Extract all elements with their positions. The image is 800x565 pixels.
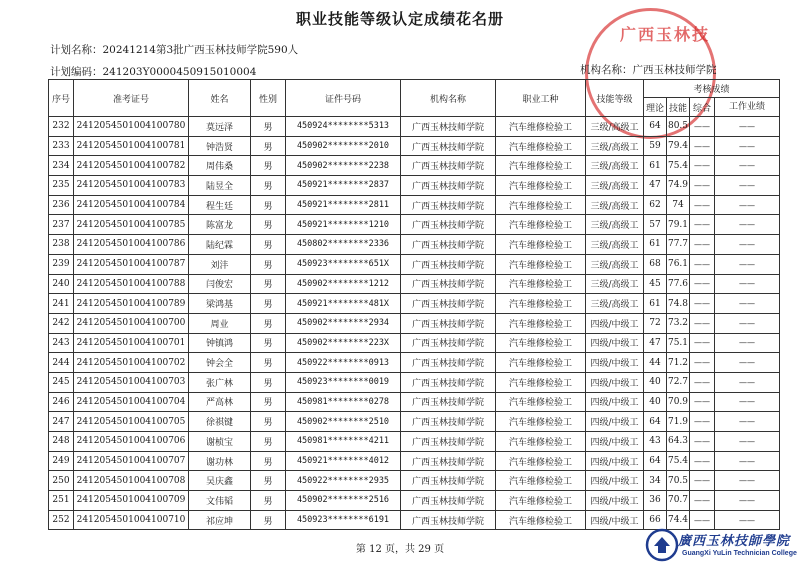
- cell-composite: ——: [690, 451, 715, 471]
- cell-skill: 74.9: [667, 176, 690, 196]
- cell-level: 四级/中级工: [586, 510, 644, 530]
- cell-exam-no: 2412054501004100709: [74, 491, 189, 511]
- cell-id-no: 450902********2238: [286, 156, 401, 176]
- cell-job: 汽车维修检验工: [496, 432, 586, 452]
- cell-org: 广西玉林技师学院: [401, 117, 496, 137]
- cell-seq: 237: [49, 215, 74, 235]
- cell-org: 广西玉林技师学院: [401, 432, 496, 452]
- cell-work: ——: [715, 491, 780, 511]
- cell-theory: 62: [644, 195, 667, 215]
- cell-id-no: 450923********6191: [286, 510, 401, 530]
- table-row: [49, 254, 780, 274]
- cell-id-no: 450902********2934: [286, 313, 401, 333]
- cell-id-no: 450902********1212: [286, 274, 401, 294]
- cell-gender: 男: [251, 471, 286, 491]
- cell-gender: 男: [251, 392, 286, 412]
- header-composite: 综合: [690, 98, 715, 117]
- cell-skill: 74.8: [667, 294, 690, 314]
- cell-work: ——: [715, 294, 780, 314]
- cell-job: 汽车维修检验工: [496, 333, 586, 353]
- cell-skill: 70.7: [667, 491, 690, 511]
- cell-name: 周伟桑: [189, 156, 251, 176]
- cell-id-no: 450921********481X: [286, 294, 401, 314]
- cell-gender: 男: [251, 432, 286, 452]
- cell-work: ——: [715, 254, 780, 274]
- cell-seq: 244: [49, 353, 74, 373]
- cell-exam-no: 2412054501004100782: [74, 156, 189, 176]
- cell-id-no: 450981********0278: [286, 392, 401, 412]
- seal-text: 广西玉林技: [620, 25, 711, 44]
- cell-seq: 235: [49, 176, 74, 196]
- cell-skill: 71.9: [667, 412, 690, 432]
- cell-gender: 男: [251, 235, 286, 255]
- cell-gender: 男: [251, 176, 286, 196]
- table-row: [49, 195, 780, 215]
- cell-name: 刘沣: [189, 254, 251, 274]
- header-org: 机构名称: [401, 80, 496, 117]
- cell-composite: ——: [690, 510, 715, 530]
- table-row: [49, 471, 780, 491]
- cell-org: 广西玉林技师学院: [401, 215, 496, 235]
- cell-id-no: 450923********651X: [286, 254, 401, 274]
- cell-composite: ——: [690, 274, 715, 294]
- cell-name: 周业: [189, 313, 251, 333]
- cell-name: 陈富龙: [189, 215, 251, 235]
- cell-composite: ——: [690, 392, 715, 412]
- cell-job: 汽车维修检验工: [496, 471, 586, 491]
- cell-skill: 71.2: [667, 353, 690, 373]
- table-row: [49, 451, 780, 471]
- header-work: 工作业绩: [715, 98, 780, 117]
- cell-job: 汽车维修检验工: [496, 235, 586, 255]
- cell-name: 梁鸿基: [189, 294, 251, 314]
- cell-seq: 247: [49, 412, 74, 432]
- cell-exam-no: 2412054501004100702: [74, 353, 189, 373]
- cell-job: 汽车维修检验工: [496, 451, 586, 471]
- cell-skill: 73.2: [667, 313, 690, 333]
- cell-id-no: 450921********4012: [286, 451, 401, 471]
- cell-exam-no: 2412054501004100700: [74, 313, 189, 333]
- cell-skill: 75.4: [667, 156, 690, 176]
- header-id-no: 证件号码: [286, 80, 401, 117]
- cell-exam-no: 2412054501004100787: [74, 254, 189, 274]
- cell-exam-no: 2412054501004100781: [74, 136, 189, 156]
- cell-org: 广西玉林技师学院: [401, 451, 496, 471]
- cell-exam-no: 2412054501004100783: [74, 176, 189, 196]
- cell-gender: 男: [251, 313, 286, 333]
- cell-composite: ——: [690, 353, 715, 373]
- cell-exam-no: 2412054501004100703: [74, 372, 189, 392]
- cell-id-no: 450921********1210: [286, 215, 401, 235]
- cell-seq: 233: [49, 136, 74, 156]
- table-row: [49, 176, 780, 196]
- table-row: [49, 117, 780, 137]
- cell-id-no: 450802********2336: [286, 235, 401, 255]
- cell-job: 汽车维修检验工: [496, 176, 586, 196]
- cell-seq: 234: [49, 156, 74, 176]
- cell-work: ——: [715, 392, 780, 412]
- cell-level: 四级/中级工: [586, 471, 644, 491]
- cell-composite: ——: [690, 471, 715, 491]
- cell-skill: 77.6: [667, 274, 690, 294]
- cell-seq: 248: [49, 432, 74, 452]
- cell-org: 广西玉林技师学院: [401, 156, 496, 176]
- cell-id-no: 450922********0913: [286, 353, 401, 373]
- cell-name: 陆纪霖: [189, 235, 251, 255]
- cell-work: ——: [715, 510, 780, 530]
- cell-id-no: 450902********2516: [286, 491, 401, 511]
- cell-exam-no: 2412054501004100784: [74, 195, 189, 215]
- cell-gender: 男: [251, 294, 286, 314]
- cell-skill: 74.4: [667, 510, 690, 530]
- cell-composite: ——: [690, 235, 715, 255]
- cell-composite: ——: [690, 136, 715, 156]
- cell-work: ——: [715, 117, 780, 137]
- cell-skill: 79.1: [667, 215, 690, 235]
- cell-seq: 238: [49, 235, 74, 255]
- cell-org: 广西玉林技师学院: [401, 313, 496, 333]
- cell-seq: 241: [49, 294, 74, 314]
- cell-org: 广西玉林技师学院: [401, 491, 496, 511]
- cell-job: 汽车维修检验工: [496, 372, 586, 392]
- header-skill: 技能: [667, 98, 690, 117]
- cell-exam-no: 2412054501004100789: [74, 294, 189, 314]
- cell-org: 广西玉林技师学院: [401, 294, 496, 314]
- plan-code: 计划编码：241203Y0000450915010004: [50, 66, 257, 78]
- cell-name: 谢桢宝: [189, 432, 251, 452]
- cell-skill: 70.9: [667, 392, 690, 412]
- cell-level: 四级/中级工: [586, 333, 644, 353]
- cell-composite: ——: [690, 372, 715, 392]
- cell-theory: 36: [644, 491, 667, 511]
- cell-seq: 239: [49, 254, 74, 274]
- cell-exam-no: 2412054501004100706: [74, 432, 189, 452]
- cell-composite: ——: [690, 156, 715, 176]
- cell-composite: ——: [690, 333, 715, 353]
- cell-skill: 74: [667, 195, 690, 215]
- cell-gender: 男: [251, 156, 286, 176]
- cell-theory: 40: [644, 392, 667, 412]
- cell-job: 汽车维修检验工: [496, 510, 586, 530]
- table-row: [49, 392, 780, 412]
- header-name: 姓名: [189, 80, 251, 117]
- cell-level: 三级/高级工: [586, 117, 644, 137]
- cell-work: ——: [715, 195, 780, 215]
- cell-id-no: 450902********2510: [286, 412, 401, 432]
- cell-name: 钟会全: [189, 353, 251, 373]
- cell-level: 三级/高级工: [586, 156, 644, 176]
- table-row: [49, 235, 780, 255]
- cell-org: 广西玉林技师学院: [401, 235, 496, 255]
- cell-job: 汽车维修检验工: [496, 412, 586, 432]
- cell-exam-no: 2412054501004100705: [74, 412, 189, 432]
- document-title: 职业技能等级认定成绩花名册: [295, 10, 504, 28]
- cell-org: 广西玉林技师学院: [401, 353, 496, 373]
- cell-work: ——: [715, 313, 780, 333]
- cell-theory: 64: [644, 412, 667, 432]
- cell-theory: 34: [644, 471, 667, 491]
- cell-id-no: 450923********0019: [286, 372, 401, 392]
- cell-job: 汽车维修检验工: [496, 156, 586, 176]
- cell-theory: 64: [644, 117, 667, 137]
- header-score-group: 考核成绩: [644, 80, 780, 98]
- cell-job: 汽车维修检验工: [496, 491, 586, 511]
- cell-seq: 242: [49, 313, 74, 333]
- cell-theory: 59: [644, 136, 667, 156]
- cell-seq: 251: [49, 491, 74, 511]
- cell-gender: 男: [251, 510, 286, 530]
- cell-work: ——: [715, 333, 780, 353]
- cell-org: 广西玉林技师学院: [401, 195, 496, 215]
- cell-level: 三级/高级工: [586, 136, 644, 156]
- cell-exam-no: 2412054501004100704: [74, 392, 189, 412]
- cell-level: 三级/高级工: [586, 235, 644, 255]
- cell-level: 四级/中级工: [586, 412, 644, 432]
- cell-level: 四级/中级工: [586, 392, 644, 412]
- cell-skill: 72.7: [667, 372, 690, 392]
- cell-gender: 男: [251, 353, 286, 373]
- cell-level: 四级/中级工: [586, 313, 644, 333]
- cell-work: ——: [715, 235, 780, 255]
- cell-composite: ——: [690, 176, 715, 196]
- table-row: [49, 353, 780, 373]
- cell-work: ——: [715, 451, 780, 471]
- cell-gender: 男: [251, 412, 286, 432]
- cell-seq: 236: [49, 195, 74, 215]
- cell-name: 钟镇鸿: [189, 333, 251, 353]
- cell-name: 谢功林: [189, 451, 251, 471]
- plan-name: 计划名称：20241214第3批广西玉林技师学院590人: [50, 44, 299, 56]
- score-table: [48, 79, 780, 530]
- cell-skill: 64.3: [667, 432, 690, 452]
- cell-theory: 64: [644, 451, 667, 471]
- cell-id-no: 450902********2010: [286, 136, 401, 156]
- cell-seq: 246: [49, 392, 74, 412]
- cell-level: 四级/中级工: [586, 491, 644, 511]
- table-row: [49, 372, 780, 392]
- table-row: [49, 156, 780, 176]
- cell-theory: 44: [644, 353, 667, 373]
- cell-org: 广西玉林技师学院: [401, 372, 496, 392]
- cell-name: 吴庆鑫: [189, 471, 251, 491]
- table-row: [49, 215, 780, 235]
- cell-gender: 男: [251, 333, 286, 353]
- cell-composite: ——: [690, 117, 715, 137]
- cell-seq: 249: [49, 451, 74, 471]
- cell-level: 四级/中级工: [586, 451, 644, 471]
- cell-id-no: 450921********2837: [286, 176, 401, 196]
- cell-gender: 男: [251, 215, 286, 235]
- cell-level: 三级/高级工: [586, 274, 644, 294]
- table-row: [49, 294, 780, 314]
- cell-work: ——: [715, 156, 780, 176]
- cell-gender: 男: [251, 372, 286, 392]
- header-gender: 性别: [251, 80, 286, 117]
- cell-theory: 43: [644, 432, 667, 452]
- cell-job: 汽车维修检验工: [496, 274, 586, 294]
- cell-theory: 40: [644, 372, 667, 392]
- cell-level: 四级/中级工: [586, 372, 644, 392]
- cell-skill: 76.1: [667, 254, 690, 274]
- cell-level: 三级/高级工: [586, 294, 644, 314]
- cell-name: 程生廷: [189, 195, 251, 215]
- cell-work: ——: [715, 274, 780, 294]
- cell-level: 四级/中级工: [586, 353, 644, 373]
- cell-job: 汽车维修检验工: [496, 195, 586, 215]
- cell-job: 汽车维修检验工: [496, 136, 586, 156]
- cell-seq: 252: [49, 510, 74, 530]
- cell-job: 汽车维修检验工: [496, 353, 586, 373]
- cell-gender: 男: [251, 451, 286, 471]
- cell-level: 三级/高级工: [586, 215, 644, 235]
- cell-theory: 47: [644, 176, 667, 196]
- cell-theory: 57: [644, 215, 667, 235]
- org-name: 机构名称：广西玉林技师学院: [580, 64, 717, 76]
- cell-work: ——: [715, 372, 780, 392]
- cell-skill: 79.4: [667, 136, 690, 156]
- cell-skill: 77.7: [667, 235, 690, 255]
- cell-org: 广西玉林技师学院: [401, 136, 496, 156]
- cell-org: 广西玉林技师学院: [401, 510, 496, 530]
- cell-seq: 232: [49, 117, 74, 137]
- cell-composite: ——: [690, 313, 715, 333]
- table-row: [49, 432, 780, 452]
- cell-gender: 男: [251, 136, 286, 156]
- cell-gender: 男: [251, 491, 286, 511]
- cell-job: 汽车维修检验工: [496, 313, 586, 333]
- cell-composite: ——: [690, 254, 715, 274]
- cell-work: ——: [715, 471, 780, 491]
- cell-name: 文伟韬: [189, 491, 251, 511]
- cell-name: 徐祺键: [189, 412, 251, 432]
- cell-work: ——: [715, 136, 780, 156]
- cell-org: 广西玉林技师学院: [401, 274, 496, 294]
- cell-skill: 75.4: [667, 451, 690, 471]
- cell-level: 三级/高级工: [586, 176, 644, 196]
- cell-id-no: 450921********2811: [286, 195, 401, 215]
- cell-composite: ——: [690, 412, 715, 432]
- table-row: [49, 313, 780, 333]
- cell-theory: 47: [644, 333, 667, 353]
- cell-theory: 61: [644, 294, 667, 314]
- cell-skill: 70.5: [667, 471, 690, 491]
- cell-name: 祁应坤: [189, 510, 251, 530]
- cell-org: 广西玉林技师学院: [401, 333, 496, 353]
- cell-composite: ——: [690, 432, 715, 452]
- header-seq: 序号: [49, 80, 74, 117]
- cell-exam-no: 2412054501004100785: [74, 215, 189, 235]
- cell-theory: 45: [644, 274, 667, 294]
- header-theory: 理论: [644, 98, 667, 117]
- cell-job: 汽车维修检验工: [496, 294, 586, 314]
- cell-exam-no: 2412054501004100786: [74, 235, 189, 255]
- header-level: 技能等级: [586, 80, 644, 117]
- cell-work: ——: [715, 353, 780, 373]
- cell-name: 钟浩贤: [189, 136, 251, 156]
- cell-exam-no: 2412054501004100710: [74, 510, 189, 530]
- cell-theory: 66: [644, 510, 667, 530]
- page-indicator: 第 12 页，共 29 页: [355, 544, 445, 555]
- cell-composite: ——: [690, 294, 715, 314]
- cell-id-no: 450922********2935: [286, 471, 401, 491]
- cell-gender: 男: [251, 117, 286, 137]
- cell-gender: 男: [251, 195, 286, 215]
- cell-work: ——: [715, 176, 780, 196]
- cell-theory: 68: [644, 254, 667, 274]
- cell-work: ——: [715, 412, 780, 432]
- cell-theory: 61: [644, 156, 667, 176]
- cell-exam-no: 2412054501004100707: [74, 451, 189, 471]
- cell-level: 四级/中级工: [586, 432, 644, 452]
- cell-exam-no: 2412054501004100780: [74, 117, 189, 137]
- cell-name: 张广林: [189, 372, 251, 392]
- cell-job: 汽车维修检验工: [496, 392, 586, 412]
- cell-theory: 72: [644, 313, 667, 333]
- cell-level: 三级/高级工: [586, 195, 644, 215]
- cell-name: 莫远泽: [189, 117, 251, 137]
- cell-org: 广西玉林技师学院: [401, 412, 496, 432]
- cell-id-no: 450902********223X: [286, 333, 401, 353]
- cell-work: ——: [715, 432, 780, 452]
- cell-job: 汽车维修检验工: [496, 215, 586, 235]
- cell-name: 闫俊宏: [189, 274, 251, 294]
- cell-org: 广西玉林技师学院: [401, 471, 496, 491]
- table-row: [49, 491, 780, 511]
- cell-id-no: 450981********4211: [286, 432, 401, 452]
- cell-work: ——: [715, 215, 780, 235]
- cell-theory: 61: [644, 235, 667, 255]
- cell-org: 广西玉林技师学院: [401, 254, 496, 274]
- college-emblem-icon: [645, 528, 679, 562]
- cell-exam-no: 2412054501004100708: [74, 471, 189, 491]
- cell-composite: ——: [690, 491, 715, 511]
- cell-job: 汽车维修检验工: [496, 254, 586, 274]
- cell-name: 陆昱全: [189, 176, 251, 196]
- cell-seq: 243: [49, 333, 74, 353]
- cell-gender: 男: [251, 254, 286, 274]
- cell-composite: ——: [690, 215, 715, 235]
- cell-skill: 75.1: [667, 333, 690, 353]
- header-job: 职业工种: [496, 80, 586, 117]
- cell-level: 三级/高级工: [586, 254, 644, 274]
- cell-seq: 245: [49, 372, 74, 392]
- table-row: [49, 333, 780, 353]
- cell-id-no: 450924********5313: [286, 117, 401, 137]
- cell-gender: 男: [251, 274, 286, 294]
- cell-name: 严高林: [189, 392, 251, 412]
- cell-job: 汽车维修检验工: [496, 117, 586, 137]
- cell-skill: 80.5: [667, 117, 690, 137]
- cell-exam-no: 2412054501004100788: [74, 274, 189, 294]
- cell-seq: 240: [49, 274, 74, 294]
- cell-composite: ——: [690, 195, 715, 215]
- college-name-cn: 廣西玉林技師學院: [678, 534, 791, 549]
- table-row: [49, 136, 780, 156]
- cell-exam-no: 2412054501004100701: [74, 333, 189, 353]
- cell-org: 广西玉林技师学院: [401, 176, 496, 196]
- college-name-en: GuangXi YuLin Technician College: [682, 550, 797, 557]
- table-row: [49, 412, 780, 432]
- cell-seq: 250: [49, 471, 74, 491]
- header-exam-no: 准考证号: [74, 80, 189, 117]
- table-row: [49, 274, 780, 294]
- cell-org: 广西玉林技师学院: [401, 392, 496, 412]
